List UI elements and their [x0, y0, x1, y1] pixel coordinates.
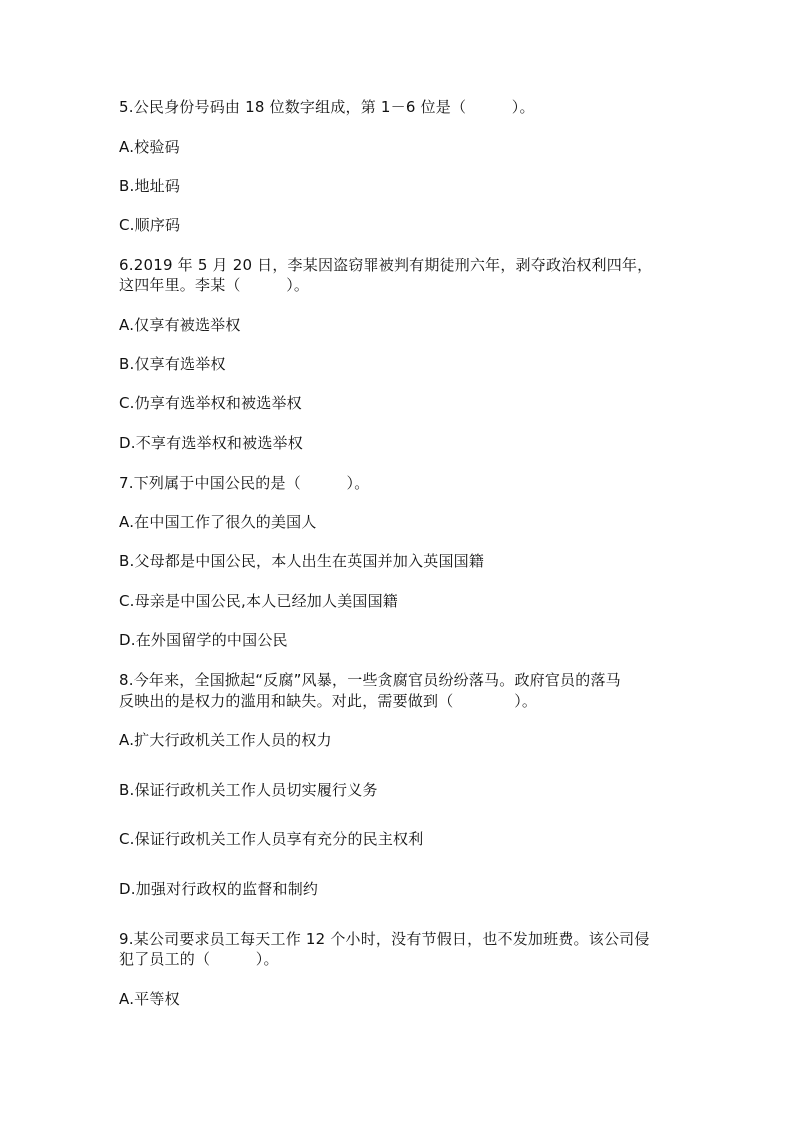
question-7-option-c: C.母亲是中国公民,本人已经加人美国国籍: [119, 592, 399, 610]
question-6-option-b: B.仅享有选举权: [119, 355, 226, 373]
question-7-option-a: A.在中国工作了很久的美国人: [119, 513, 317, 531]
question-6-option-c: C.仍享有选举权和被选举权: [119, 394, 302, 412]
question-7-option-d: D.在外国留学的中国公民: [119, 631, 288, 649]
question-6-stem-line-2: 这四年里。李某（ ）。: [119, 276, 310, 294]
question-8-option-d: D.加强对行政权的监督和制约: [119, 880, 319, 898]
question-9-stem-line-1: 9.某公司要求员工每天工作 12 个小时，没有节假日，也不发加班费。该公司侵: [119, 930, 650, 948]
question-5-stem: 5.公民身份号码由 18 位数字组成，第 1－6 位是（ ）。: [119, 98, 535, 116]
question-9-stem-line-2: 犯了员工的（ ）。: [119, 950, 279, 968]
question-7-stem: 7.下列属于中国公民的是（ ）。: [119, 474, 370, 492]
question-5-option-b: B.地址码: [119, 177, 181, 195]
question-6-stem-line-1: 6.2019 年 5 月 20 日，李某因盗窃罪被判有期徒刑六年，剥夺政治权利四年，: [119, 256, 653, 274]
question-8-option-c: C.保证行政机关工作人员享有充分的民主权利: [119, 830, 424, 848]
question-8-option-b: B.保证行政机关工作人员切实履行义务: [119, 781, 378, 799]
question-7-option-b: B.父母都是中国公民，本人出生在英国并加入英国国籍: [119, 552, 485, 570]
question-9-option-a: A.平等权: [119, 990, 180, 1008]
question-8-stem-line-2: 反映出的是权力的滥用和缺失。对此，需要做到（ ）。: [119, 692, 538, 710]
question-5-option-a: A.校验码: [119, 138, 180, 156]
question-5-option-c: C.顺序码: [119, 216, 181, 234]
question-6-option-d: D.不享有选举权和被选举权: [119, 434, 303, 452]
question-6-option-a: A.仅享有被选举权: [119, 316, 241, 334]
question-8-option-a: A.扩大行政机关工作人员的权力: [119, 731, 332, 749]
question-8-stem-line-1: 8.今年来，全国掀起“反腐”风暴，一些贪腐官员纷纷落马。政府官员的落马: [119, 671, 621, 689]
